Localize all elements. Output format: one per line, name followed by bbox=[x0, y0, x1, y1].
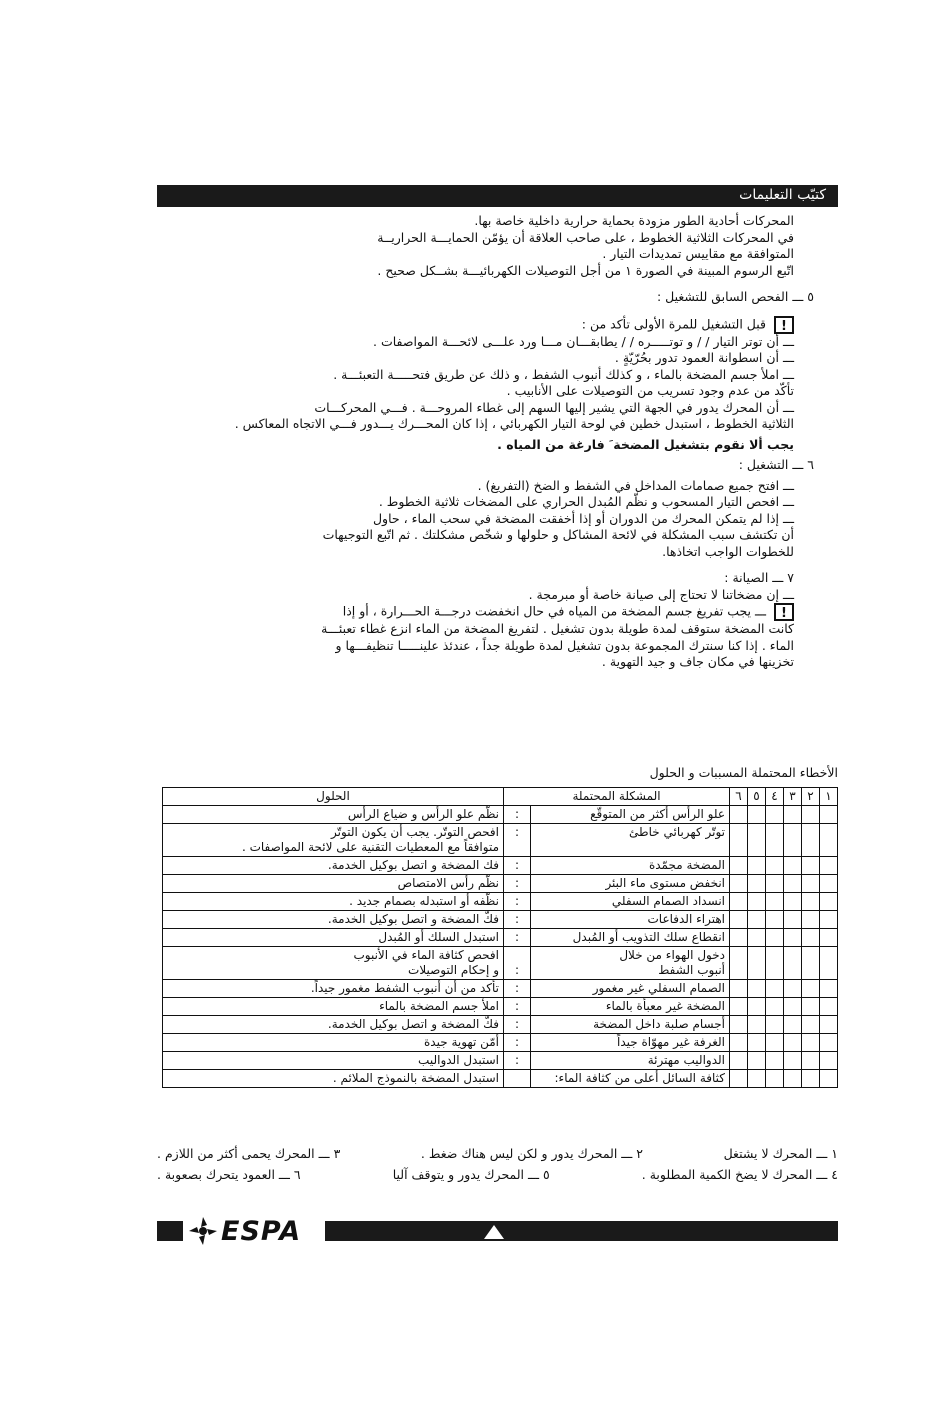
list-item: للخطوات الواجب اتخاذها. bbox=[662, 543, 794, 559]
problem-cell bbox=[531, 947, 730, 980]
mark-cell bbox=[820, 857, 838, 875]
mark-cell bbox=[730, 875, 748, 893]
mark-cell bbox=[802, 1070, 820, 1088]
problem-cell-line2: أنبوب الشفط bbox=[658, 963, 725, 977]
problem-cell: انقطاع سلك التذويب أو المُبدل bbox=[531, 929, 730, 947]
table-row bbox=[163, 824, 838, 857]
solution-line2: و إحكام التوصيلات bbox=[408, 963, 499, 977]
mark-cell bbox=[802, 980, 820, 998]
table-row bbox=[163, 947, 838, 980]
solution-cell: فكّ المضخة و اتصل بوكيل الخدمة. bbox=[163, 911, 504, 929]
list-item: تخزينها في مكان جاف و جيد التهوية . bbox=[601, 654, 794, 669]
colon-cell bbox=[504, 1070, 531, 1088]
mark-cell bbox=[748, 1016, 766, 1034]
mark-cell bbox=[748, 806, 766, 824]
problem-cell: كثافة السائل أعلى من كثافة الماء: bbox=[531, 1070, 730, 1088]
mark-cell bbox=[784, 947, 802, 980]
mark-cell bbox=[748, 980, 766, 998]
faults-table bbox=[162, 787, 838, 1088]
solution-cell: أمّن تهوية جيدة bbox=[163, 1034, 504, 1052]
solution-cell bbox=[163, 947, 504, 980]
problem-cell: اهتراء الدفاعات bbox=[531, 911, 730, 929]
mark-cell bbox=[730, 929, 748, 947]
colon-cell: : bbox=[504, 893, 531, 911]
legend-item: ٣ ـــ المحرك يحمى أكثر من اللازم . bbox=[157, 1146, 341, 1161]
table-row bbox=[163, 1034, 838, 1052]
table-row bbox=[163, 1070, 838, 1088]
mark-cell bbox=[802, 1034, 820, 1052]
footer-block bbox=[157, 1221, 183, 1241]
list-item: الماء . إذا كنا سنترك المجموعة بدون تشغيل لمدة طويلة جداً ، عندئذ علينـــــا تنظيفـــها و bbox=[335, 637, 794, 653]
legend-item: ٤ ـــ المحرك لا يضخ الكمية المطلوبة . bbox=[641, 1167, 838, 1182]
header-num: ٥ bbox=[748, 788, 766, 806]
mark-cell bbox=[802, 857, 820, 875]
mark-cell bbox=[730, 824, 748, 857]
solution-cell: نظّفه أو استبدله بصمام جديد . bbox=[163, 893, 504, 911]
mark-cell bbox=[820, 1070, 838, 1088]
solution-cell bbox=[163, 824, 504, 857]
paragraph: المتوافقة مع مقاييس تمديدات التيار . bbox=[602, 246, 794, 261]
warning-icon: ! bbox=[774, 316, 794, 334]
table-row bbox=[163, 1016, 838, 1034]
solution-cell: نظّم رأس الامتصاص bbox=[163, 875, 504, 893]
solution-cell: استبدل السلك أو المُبدل bbox=[163, 929, 504, 947]
mark-cell bbox=[802, 1052, 820, 1070]
paragraph: اتّبع الرسوم المبينة في الصورة ١ من أجل التوصيلات الكهربائيـــة بشــكل صحيح . bbox=[377, 262, 794, 278]
footer bbox=[157, 1215, 838, 1245]
colon-cell: : bbox=[504, 911, 531, 929]
mark-cell bbox=[802, 911, 820, 929]
colon-cell: : bbox=[504, 806, 531, 824]
warning-icon: ! bbox=[774, 603, 794, 621]
solution-cell: فكّ المضخة و اتصل بوكيل الخدمة. bbox=[163, 1016, 504, 1034]
mark-cell bbox=[784, 857, 802, 875]
mark-cell bbox=[802, 1016, 820, 1034]
problem-cell: انخفض مستوى ماء البئر bbox=[531, 875, 730, 893]
mark-cell bbox=[766, 1034, 784, 1052]
colon-cell: : bbox=[504, 1052, 531, 1070]
mark-cell bbox=[802, 824, 820, 857]
mark-cell bbox=[820, 1034, 838, 1052]
problem-cell: أجسام صلبة داخل المضخة bbox=[531, 1016, 730, 1034]
header-num: ٦ bbox=[730, 788, 748, 806]
mark-cell bbox=[784, 998, 802, 1016]
list-item: ـــ إن مضخاتنا لا تحتاج إلى صيانة خاصة أو مبرمجة . bbox=[528, 586, 794, 602]
warning-line bbox=[157, 603, 838, 621]
solution-cell: تأكد من أن أنبوب الشفط مغمور جيداً. bbox=[163, 980, 504, 998]
list-item: ـــ أن المحرك يدور في الجهة التي يشير إليها السهم إلى غطاء المروحـــة . فـــي المحركـــات bbox=[314, 399, 794, 415]
mark-cell bbox=[730, 980, 748, 998]
mark-cell bbox=[766, 1052, 784, 1070]
mark-cell bbox=[784, 824, 802, 857]
bold-warning: يجب ألا نقوم بتشغيل المضخة َ فارغة من المياه . bbox=[497, 436, 794, 452]
colon-cell: : bbox=[504, 875, 531, 893]
mark-cell bbox=[748, 911, 766, 929]
mark-cell bbox=[802, 806, 820, 824]
colon-cell: : bbox=[504, 980, 531, 998]
colon-cell: : bbox=[504, 857, 531, 875]
section-title: ٦ ـــ التشغيل : bbox=[738, 457, 814, 472]
mark-cell bbox=[766, 998, 784, 1016]
list-item: ـــ يجب تفريغ جسم المضخة من المياه في حال انخفضت درجـــة الحـــرارة ، أو إذا bbox=[342, 603, 767, 619]
mark-cell bbox=[730, 998, 748, 1016]
problem-cell: الصمام السفلي غير مغمور bbox=[531, 980, 730, 998]
table-row bbox=[163, 980, 838, 998]
problem-cell: الدواليب مهترئة bbox=[531, 1052, 730, 1070]
mark-cell bbox=[766, 806, 784, 824]
problem-cell: انسداد الصمام السفلي bbox=[531, 893, 730, 911]
list-item: ـــ افتح جميع صمامات المداخل في الشفط و الضخ (التفريغ) . bbox=[477, 477, 794, 493]
solution-cell: املأ جسم المضخة بالماء bbox=[163, 998, 504, 1016]
espa-logo-icon bbox=[187, 1215, 219, 1247]
mark-cell bbox=[784, 1034, 802, 1052]
mark-cell bbox=[730, 893, 748, 911]
mark-cell bbox=[784, 875, 802, 893]
header-num: ٤ bbox=[766, 788, 784, 806]
list-item: الثلاثية الخطوط ، استبدل خطين في لوحة التيار الكهربائي ، إذا كان المحـــرك يـــدور فـــي الاتجاه المعاكس . bbox=[234, 416, 794, 431]
colon-cell: : bbox=[504, 1016, 531, 1034]
header-num: ٣ bbox=[784, 788, 802, 806]
mark-cell bbox=[820, 824, 838, 857]
mark-cell bbox=[730, 1034, 748, 1052]
mark-cell bbox=[730, 1052, 748, 1070]
colon-cell: : bbox=[504, 1034, 531, 1052]
brand-logo-text: ESPA bbox=[221, 1216, 302, 1247]
mark-cell bbox=[748, 875, 766, 893]
mark-cell bbox=[730, 1016, 748, 1034]
instructions-body bbox=[157, 213, 838, 671]
mark-cell bbox=[784, 1016, 802, 1034]
mark-cell bbox=[820, 1016, 838, 1034]
mark-cell bbox=[784, 929, 802, 947]
header-problem: المشكلة المحتملة bbox=[504, 788, 730, 806]
list-item: ـــ أن توتر التيار / / و توتـــــره / / يطابقـــان مـــا ورد علـــى لائحـــة المواصفات . bbox=[373, 333, 794, 349]
paragraph: في المحركات الثلاثية الخطوط ، على صاحب العلاقة أن يؤمّن الحمايـــة الحراريــة bbox=[377, 229, 794, 245]
mark-cell bbox=[748, 1052, 766, 1070]
mark-cell bbox=[766, 911, 784, 929]
mark-cell bbox=[802, 893, 820, 911]
triangle-icon bbox=[484, 1225, 504, 1239]
header-bar bbox=[157, 185, 838, 207]
mark-cell bbox=[766, 893, 784, 911]
mark-cell bbox=[748, 1070, 766, 1088]
table-row bbox=[163, 1052, 838, 1070]
table-row bbox=[163, 929, 838, 947]
colon-cell: : bbox=[504, 929, 531, 947]
solution-cell: استبدل الدواليب bbox=[163, 1052, 504, 1070]
solution-line2: متوافقاً مع المعطيات التقنية على لائحة المواصفات . bbox=[241, 840, 499, 854]
legend-item: ٦ ـــ العمود يتحرك بصعوبة . bbox=[157, 1167, 301, 1182]
section-title: ٧ ـــ الصيانة : bbox=[724, 570, 794, 585]
legend-item: ١ ـــ المحرك لا يشتغل bbox=[723, 1146, 838, 1161]
mark-cell bbox=[820, 929, 838, 947]
list-item: كانت المضخة ستوقف لمدة طويلة بدون تشغيل . لتفريغ المضخة من الماء انزع غطاء تعبئـــة bbox=[321, 621, 794, 636]
mark-cell bbox=[784, 1052, 802, 1070]
section-title: ٥ ـــ الفحص السابق للتشغيل : bbox=[656, 289, 814, 304]
table-row bbox=[163, 893, 838, 911]
problem-cell: المضخة غير معبأة بالماء bbox=[531, 998, 730, 1016]
solution-cell: استبدل المضخة بالنموذج الملائم . bbox=[163, 1070, 504, 1088]
mark-cell bbox=[784, 806, 802, 824]
list-item: أن تكتشف سبب المشكلة في لائحة المشاكل و حلولها و شخّص مشكلتك . ثم اتّبع التوجيهات bbox=[322, 527, 794, 542]
legend bbox=[157, 1143, 838, 1185]
legend-item: ٢ ـــ المحرك يدور و لكن ليس هناك ضغط . bbox=[420, 1146, 643, 1161]
mark-cell bbox=[802, 875, 820, 893]
mark-cell bbox=[820, 998, 838, 1016]
mark-cell bbox=[730, 911, 748, 929]
mark-cell bbox=[766, 857, 784, 875]
table-row bbox=[163, 875, 838, 893]
warning-line bbox=[157, 316, 838, 334]
mark-cell bbox=[820, 947, 838, 980]
colon-cell: : bbox=[504, 998, 531, 1016]
header-solution: الحلول bbox=[163, 788, 504, 806]
mark-cell bbox=[766, 1070, 784, 1088]
problem-cell: توتّر كهربائي خاطئ bbox=[531, 824, 730, 857]
problem-cell: علو الرأس أكثر من المتوقّع bbox=[531, 806, 730, 824]
footer-bar bbox=[325, 1221, 838, 1241]
mark-cell bbox=[730, 806, 748, 824]
table-row bbox=[163, 998, 838, 1016]
warning-label: قبل التشغيل للمرة الأولى تأكد من : bbox=[581, 316, 767, 331]
mark-cell bbox=[784, 893, 802, 911]
mark-cell bbox=[784, 980, 802, 998]
mark-cell bbox=[748, 824, 766, 857]
paragraph: المحركات أحادية الطور مزودة بحماية حرارية داخلية خاصة بها. bbox=[474, 213, 794, 228]
list-item: ـــ أن اسطوانة العمود تدور بحُرّيّةٍ . bbox=[614, 350, 794, 365]
mark-cell bbox=[748, 929, 766, 947]
mark-cell bbox=[784, 1070, 802, 1088]
mark-cell bbox=[748, 893, 766, 911]
list-item: تأكّد من عدم وجود تسريب من التوصيلات على الأنابيب . bbox=[506, 383, 794, 398]
mark-cell bbox=[820, 911, 838, 929]
mark-cell bbox=[766, 1016, 784, 1034]
solution-line1: افحص كثافة الماء في الأنبوب bbox=[353, 948, 499, 962]
list-item: ـــ إذا لم يتمكن المحرك من الدوران أو إذا أخفقت المضخة في سحب الماء ، حاول bbox=[372, 510, 794, 526]
header-num: ٢ bbox=[802, 788, 820, 806]
legend-row bbox=[157, 1143, 838, 1164]
mark-cell bbox=[766, 824, 784, 857]
mark-cell bbox=[766, 929, 784, 947]
table-row bbox=[163, 857, 838, 875]
mark-cell bbox=[748, 1034, 766, 1052]
mark-cell bbox=[820, 893, 838, 911]
legend-row bbox=[157, 1164, 838, 1185]
table-row bbox=[163, 911, 838, 929]
mark-cell bbox=[820, 1052, 838, 1070]
mark-cell bbox=[766, 947, 784, 980]
page-title: كتيّب التعليمات bbox=[739, 187, 826, 203]
mark-cell bbox=[784, 911, 802, 929]
mark-cell bbox=[820, 875, 838, 893]
mark-cell bbox=[748, 857, 766, 875]
colon-cell: : bbox=[504, 947, 531, 980]
solution-line1: افحص التوتّر. يجب أن يكون التوتّر bbox=[331, 825, 499, 839]
mark-cell bbox=[766, 980, 784, 998]
mark-cell bbox=[802, 929, 820, 947]
solution-cell: نظّم علو الرأس و ضياع الرأس bbox=[163, 806, 504, 824]
legend-item: ٥ ـــ المحرك يدور و يتوقف آليا bbox=[392, 1167, 550, 1182]
table-row bbox=[163, 806, 838, 824]
mark-cell bbox=[820, 806, 838, 824]
mark-cell bbox=[802, 947, 820, 980]
mark-cell bbox=[730, 947, 748, 980]
table-header-row bbox=[163, 788, 838, 806]
table-caption: الأخطاء المحتملة المسببات و الحلول bbox=[649, 765, 838, 780]
mark-cell bbox=[766, 875, 784, 893]
mark-cell bbox=[730, 1070, 748, 1088]
mark-cell bbox=[730, 857, 748, 875]
list-item: ـــ املأ جسم المضخة بالماء ، و كذلك أنبوب الشفط ، و ذلك عن طريق فتحـــــة التعبئـــة . bbox=[333, 366, 794, 382]
list-item: ـــ افحص التيار المسحوب و نظّم المُبدل الحراري على المضخات ثلاثية الخطوط . bbox=[378, 494, 794, 509]
problem-cell: المضخة مجمّدة bbox=[531, 857, 730, 875]
colon-cell: : bbox=[504, 824, 531, 857]
header-num: ١ bbox=[820, 788, 838, 806]
problem-cell: الغرفة غير مهوّاة جيداً bbox=[531, 1034, 730, 1052]
mark-cell bbox=[748, 998, 766, 1016]
mark-cell bbox=[802, 998, 820, 1016]
mark-cell bbox=[820, 980, 838, 998]
solution-cell: فك المضخة و اتصل بوكيل الخدمة. bbox=[163, 857, 504, 875]
problem-cell-line1: دخول الهواء من خلال bbox=[619, 948, 725, 962]
mark-cell bbox=[748, 947, 766, 980]
